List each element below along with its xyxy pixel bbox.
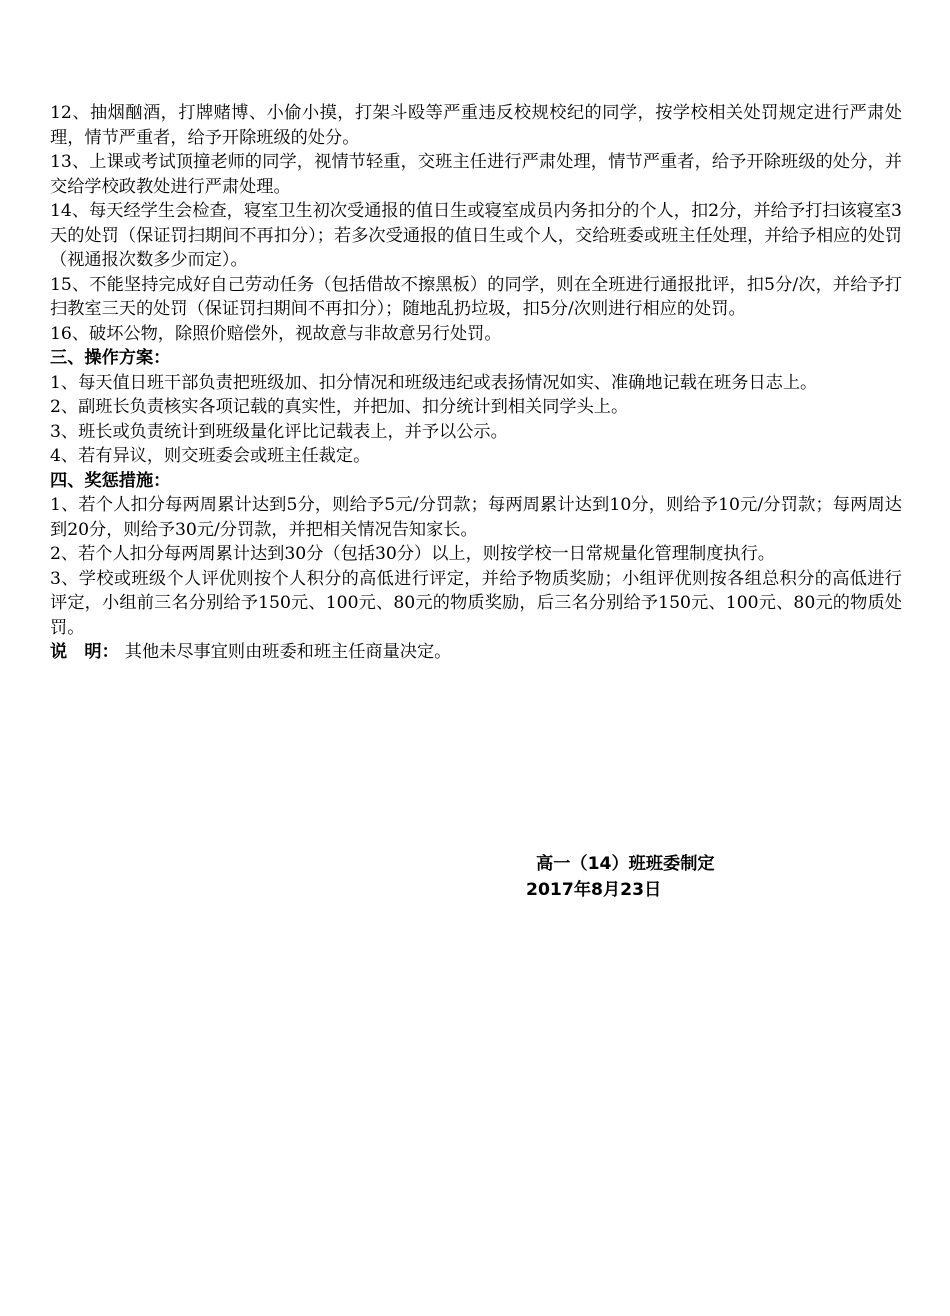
section-3-item-3: 3、班长或负责统计到班级量化评比记载表上，并予以公示。	[50, 421, 508, 442]
rule-13: 13、上课或考试顶撞老师的同学，视情节轻重，交班主任进行严肃处理，情节严重者，给予开除班级的处分，并交给学校政教处进行严肃处理。	[50, 152, 902, 197]
section-3-item-1: 1、每天值日班干部负责把班级加、扣分情况和班级违纪或表扬情况如实、准确地记载在班务日志上。	[50, 372, 818, 393]
note-line	[50, 640, 902, 665]
signature-block	[526, 851, 715, 903]
signature-org: 高一（14）班班委制定	[536, 854, 715, 874]
document-body	[50, 101, 902, 665]
section-4-item-1: 1、若个人扣分每两周累计达到5分，则给予5元/分罚款；每两周累计达到10分，则给予10元/分罚款；每两周达到20分，则给予30元/分罚款，并把相关情况告知家长。	[50, 495, 902, 540]
section-4-item-3: 3、学校或班级个人评优则按个人积分的高低进行评定，并给予物质奖励；小组评优则按各组总积分的高低进行评定，小组前三名分别给予150元、100元、80元的物质奖励，后三名分别给予150元、100元、80元的物质处罚。	[50, 568, 902, 638]
section-4-heading: 四、奖惩措施：	[50, 470, 171, 491]
note-label: 说 明：	[50, 642, 119, 662]
rule-15: 15、不能坚持完成好自己劳动任务（包括借故不擦黑板）的同学，则在全班进行通报批评，扣5分/次，并给予打扫教室三天的处罚（保证罚扫期间不再扣分）；随地乱扔垃圾，扣5分/次则进行相应的处罚。	[50, 274, 902, 319]
section-3-item-4: 4、若有异议，则交班委会或班主任裁定。	[50, 446, 371, 466]
rule-16: 16、破坏公物，除照价赔偿外，视故意与非故意另行处罚。	[50, 323, 502, 344]
rule-12: 12、抽烟酗酒，打牌赌博、小偷小摸，打架斗殴等严重违反校规校纪的同学，按学校相关处罚规定进行严肃处理，情节严重者，给予开除班级的处分。	[50, 103, 902, 148]
note-text: 其他未尽事宜则由班委和班主任商量决定。	[124, 642, 452, 662]
signature-date: 2017年8月23日	[526, 880, 662, 900]
section-3-item-2: 2、副班长负责核实各项记载的真实性，并把加、扣分统计到相关同学头上。	[50, 397, 629, 417]
section-4-item-2: 2、若个人扣分每两周累计达到30分（包括30分）以上，则按学校一日常规量化管理制度执行。	[50, 544, 775, 564]
section-3-heading: 三、操作方案：	[50, 348, 171, 368]
rule-14: 14、每天经学生会检查，寝室卫生初次受通报的值日生或寝室成员内务扣分的个人，扣2分，并给予打扫该寝室3天的处罚（保证罚扫期间不再扣分）；若多次受通报的值日生或个人，交给班委或班主任处理，并给予相应的处罚（视通报次数多少而定）。	[50, 201, 902, 270]
